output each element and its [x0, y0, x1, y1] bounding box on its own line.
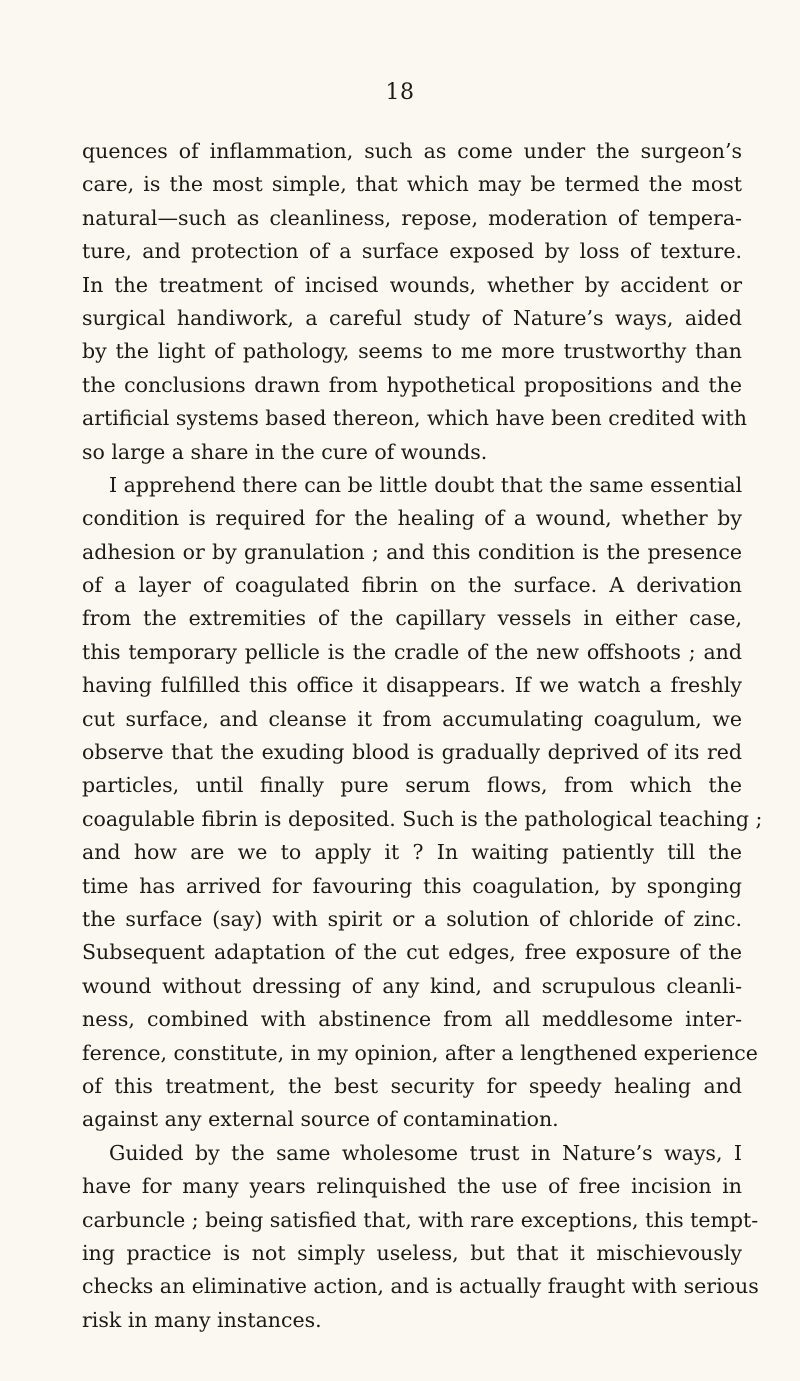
text-line: carbuncle ; being satisfied that, with rare exceptions, this tempt- [82, 1207, 759, 1232]
text-line: of a layer of coagulated fibrin on the surface. A derivation [82, 573, 742, 598]
text-line: ing practice is not simply useless, but that it mischievously [82, 1240, 742, 1265]
text-line: natural—such as cleanliness, repose, moderation of tempera- [82, 205, 742, 230]
text-line: have for many years relinquished the use of free incision in [82, 1174, 742, 1199]
text-line: condition is required for the healing of a wound, whether by [82, 506, 742, 531]
text-line: ture, and protection of a surface exposed by loss of texture. [82, 239, 742, 264]
text-line: observe that the exuding blood is gradually deprived of its red [82, 740, 742, 765]
text-line: I apprehend there can be little doubt that the same essential [109, 472, 743, 497]
text-line: care, is the most simple, that which may be termed the most [82, 172, 742, 197]
text-line: adhesion or by granulation ; and this condition is the presence [82, 539, 742, 564]
text-line: and how are we to apply it ? In waiting patiently till the [82, 840, 742, 865]
text-line: cut surface, and cleanse it from accumulating coagulum, we [82, 706, 742, 731]
text-line: surgical handiwork, a careful study of Nature’s ways, aided [82, 305, 742, 330]
text-line: Subsequent adaptation of the cut edges, free exposure of the [82, 940, 742, 965]
paragraph [82, 1137, 759, 1337]
text-line: artificial systems based thereon, which have been credited with [82, 406, 747, 431]
paragraph [82, 469, 763, 1137]
text-line: quences of inflammation, such as come under the surgeon’s [82, 139, 742, 163]
text-line: wound without dressing of any kind, and scrupulous cleanli- [82, 973, 742, 998]
text-line: coagulable fibrin is deposited. Such is the pathological teaching ; [82, 806, 763, 831]
text-line: against any external source of contamination. [82, 1107, 559, 1132]
page-number: 18 [385, 80, 415, 105]
text-line: by the light of pathology, seems to me more trustworthy than [82, 339, 742, 364]
text-line: particles, until finally pure serum flows, from which the [82, 773, 742, 798]
text-line: ference, constitute, in my opinion, after a lengthened experience [82, 1040, 758, 1065]
text-line: time has arrived for favouring this coagulation, by sponging [82, 873, 742, 898]
text-line: risk in many instances. [82, 1307, 322, 1332]
text-line: of this treatment, the best security for speedy healing and [82, 1073, 742, 1098]
text-line: ness, combined with abstinence from all meddlesome inter- [82, 1007, 742, 1032]
text-line: having fulfilled this office it disappears. If we watch a freshly [82, 673, 742, 698]
text-line: Guided by the same wholesome trust in Nature’s ways, I [109, 1140, 742, 1165]
text-line: this temporary pellicle is the cradle of the new offshoots ; and [82, 639, 742, 664]
text-line: In the treatment of incised wounds, whether by accident or [82, 272, 742, 297]
text-line: the conclusions drawn from hypothetical propositions and the [82, 372, 742, 397]
text-line: checks an eliminative action, and is actually fraught with serious [82, 1274, 759, 1299]
text-line: the surface (say) with spirit or a solution of chloride of zinc. [82, 906, 742, 931]
paragraph [82, 135, 747, 469]
text-line: so large a share in the cure of wounds. [82, 439, 488, 464]
body-text [82, 135, 763, 1337]
text-line: from the extremities of the capillary vessels in either case, [82, 606, 742, 631]
